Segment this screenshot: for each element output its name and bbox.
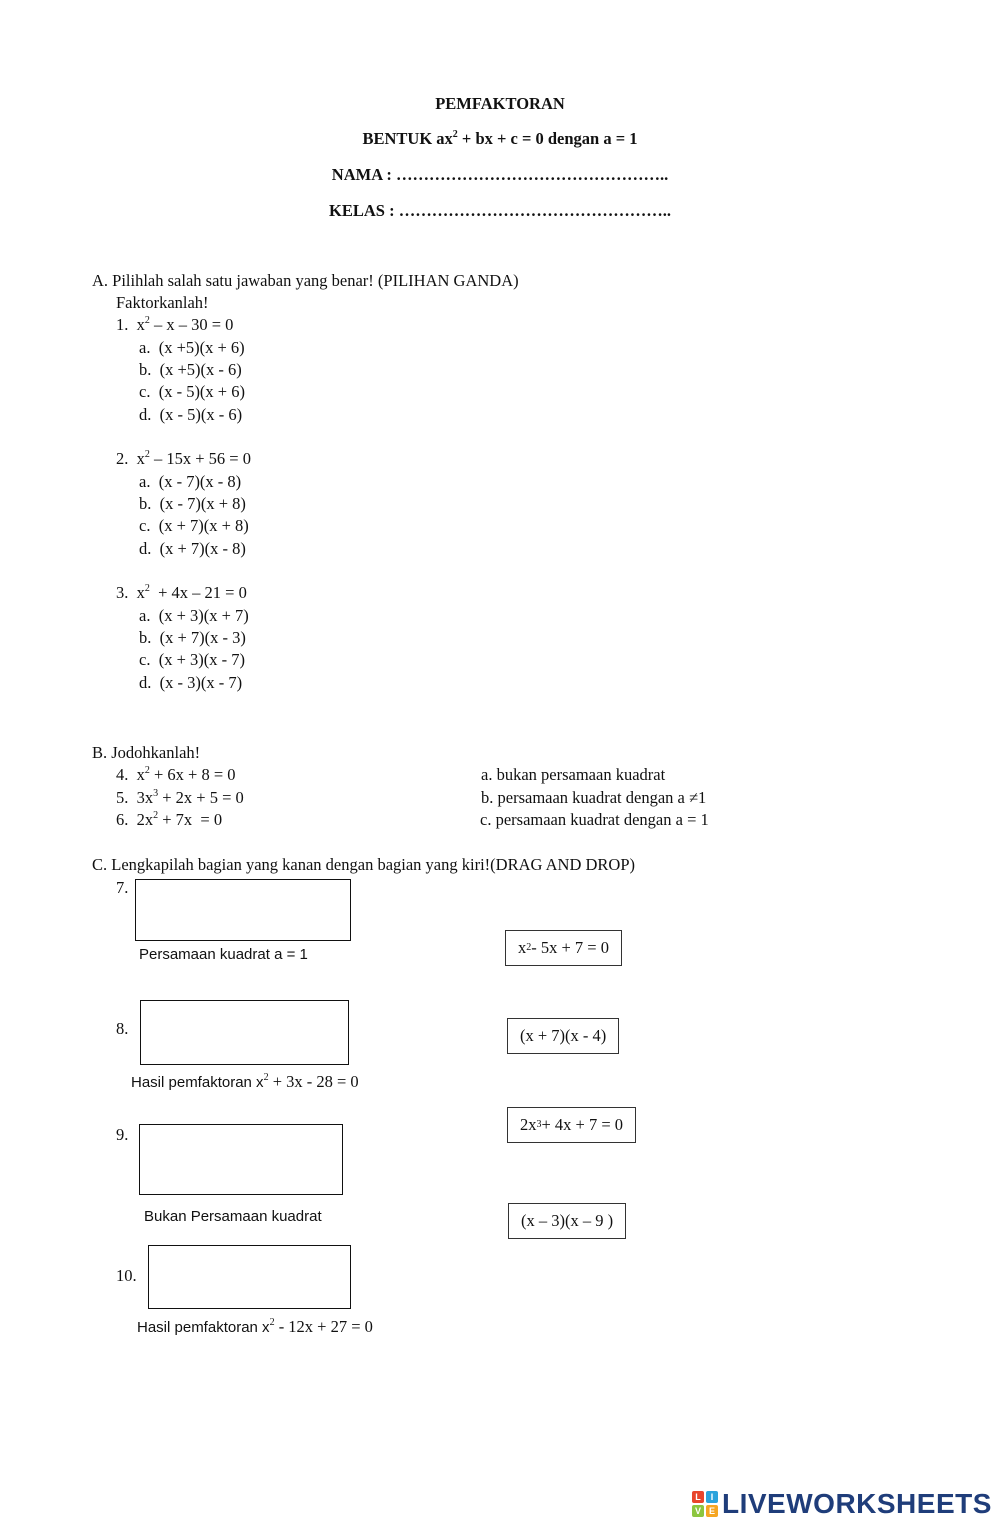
drag-item-9-number: 9. xyxy=(116,1125,129,1144)
q2-option-d[interactable]: d. (x + 7)(x - 8) xyxy=(139,539,246,558)
section-a-heading: A. Pilihlah salah satu jawaban yang benar! (PILIHAN GANDA) xyxy=(92,271,519,290)
logo-letter-v: V xyxy=(692,1505,704,1517)
drop-zone-10[interactable] xyxy=(148,1245,351,1309)
page-subtitle: BENTUK $ax^2$ + bx + c = 0 dengan a = 1 xyxy=(362,129,638,148)
match-choice-c[interactable]: c. persamaan kuadrat dengan a = 1 xyxy=(480,810,709,829)
drag-chip-1[interactable]: x 2 - 5x + 7 = 0 xyxy=(505,930,622,966)
match-item-6[interactable]: 6. $2x^2 + 7x = 0$ xyxy=(116,810,223,829)
drag-item-8-number: 8. xyxy=(116,1019,129,1038)
section-b-heading: B. Jodohkanlah! xyxy=(92,743,201,762)
logo-mark xyxy=(692,1491,718,1517)
logo-letter-e: E xyxy=(706,1505,718,1517)
question-2: 2. $x^2 - 15x + 56 = 0$ xyxy=(116,449,251,468)
drag-chip-4[interactable]: (x – 3)(x – 9 ) xyxy=(508,1203,626,1239)
q1-option-a[interactable]: a. (x +5)(x + 6) xyxy=(139,338,245,357)
drag-item-7-number: 7. xyxy=(116,878,129,897)
q2-option-a[interactable]: a. (x - 7)(x - 8) xyxy=(139,472,242,491)
q3-option-b[interactable]: b. (x + 7)(x - 3) xyxy=(139,628,246,647)
q1-option-c[interactable]: c. (x - 5)(x + 6) xyxy=(139,382,245,401)
logo-text: LIVEWORKSHEETS xyxy=(722,1488,992,1519)
question-1: 1. $x^2 - x - 30 = 0$ xyxy=(116,315,234,334)
name-line: NAMA : ………………………………………….. xyxy=(331,165,669,184)
class-line: KELAS : ………………………………………….. xyxy=(329,201,671,220)
match-item-5[interactable]: 5. $3x^3 + 2x + 5 = 0$ xyxy=(116,788,244,807)
q2-option-b[interactable]: b. (x - 7)(x + 8) xyxy=(139,494,246,513)
drop-zone-8-label: Hasil pemfaktoran $x^2 + 3x - 28 = 0$ xyxy=(131,1072,359,1091)
section-c-heading: C. Lengkapilah bagian yang kanan dengan bagian yang kiri!(DRAG AND DROP) xyxy=(92,855,636,874)
drop-zone-9[interactable] xyxy=(139,1124,343,1195)
drag-item-10-number: 10. xyxy=(116,1266,137,1285)
drop-zone-9-label: Bukan Persamaan kuadrat xyxy=(144,1208,322,1225)
question-3: 3. $x^2 + 4x - 21 = 0$ xyxy=(116,583,247,602)
q2-option-c[interactable]: c. (x + 7)(x + 8) xyxy=(139,516,249,535)
page-title: PEMFAKTORAN xyxy=(435,94,565,113)
drop-zone-8[interactable] xyxy=(140,1000,349,1065)
q1-option-b[interactable]: b. (x +5)(x - 6) xyxy=(139,360,242,379)
drop-zone-10-label: Hasil pemfaktoran $x^2 - 12x + 27 = 0$ xyxy=(137,1317,373,1336)
logo-letter-i: I xyxy=(706,1491,718,1503)
drop-zone-7[interactable] xyxy=(135,879,351,941)
liveworksheets-logo xyxy=(692,1488,992,1520)
match-choice-a[interactable]: a. bukan persamaan kuadrat xyxy=(481,765,666,784)
drag-chip-2[interactable]: (x + 7)(x - 4) xyxy=(507,1018,619,1054)
drop-zone-7-label: Persamaan kuadrat a = 1 xyxy=(139,946,308,963)
section-a-instruction: Faktorkanlah! xyxy=(116,293,209,312)
q3-option-a[interactable]: a. (x + 3)(x + 7) xyxy=(139,606,249,625)
match-choice-b[interactable]: b. persamaan kuadrat dengan a ≠1 xyxy=(481,788,707,807)
q3-option-c[interactable]: c. (x + 3)(x - 7) xyxy=(139,650,245,669)
q1-option-d[interactable]: d. (x - 5)(x - 6) xyxy=(139,405,243,424)
q3-option-d[interactable]: d. (x - 3)(x - 7) xyxy=(139,673,243,692)
match-item-4[interactable]: 4. $x^2 + 6x + 8 = 0$ xyxy=(116,765,236,784)
drag-chip-3[interactable]: 2x 3 + 4x + 7 = 0 xyxy=(507,1107,636,1143)
logo-letter-l: L xyxy=(692,1491,704,1503)
